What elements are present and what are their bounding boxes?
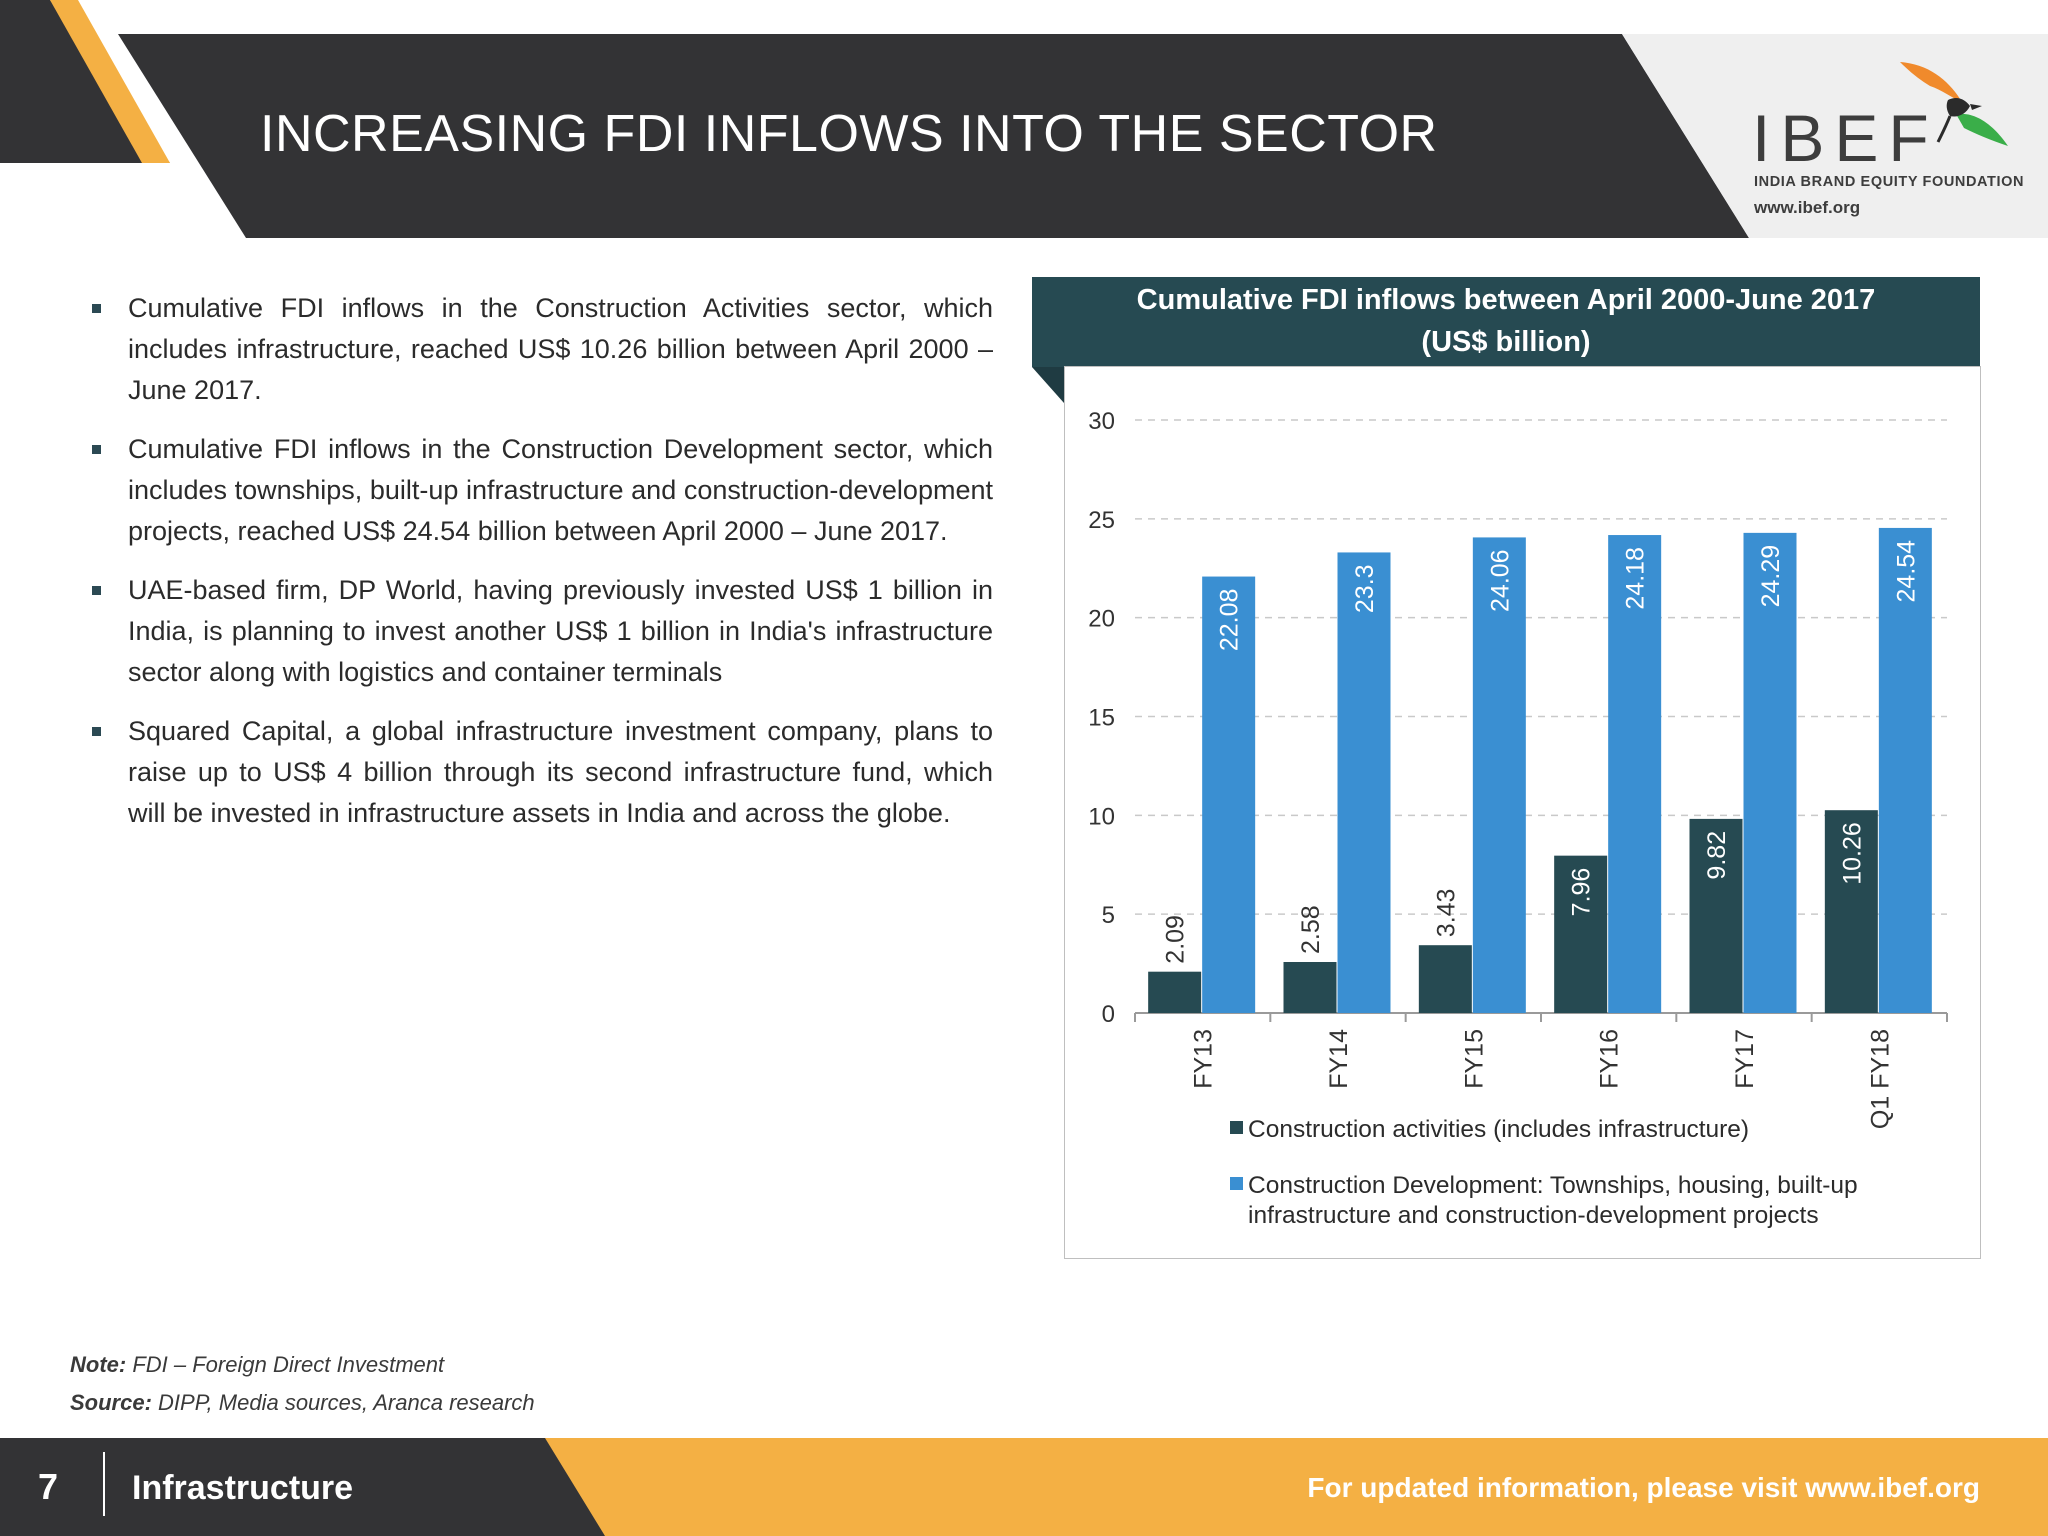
- chart-panel: [1064, 366, 1981, 1259]
- bar-construction-activities: [1419, 945, 1472, 1013]
- y-tick-label: 25: [1088, 506, 1115, 534]
- bullet-text: Squared Capital, a global infrastructure investment company, plans to raise up to US$ 4 billion through its second infrastructure fund, which will be invested in infrastructure assets in India and across the globe.: [128, 716, 993, 828]
- bullet-square-icon: [92, 304, 101, 313]
- legend-label: Construction Development: Townships, housing, built-up infrastructure and construction-development projects: [1248, 1172, 1858, 1229]
- data-label: 24.54: [1892, 539, 1921, 603]
- data-label: 24.06: [1486, 549, 1515, 612]
- source-line: [70, 1390, 535, 1416]
- logo-wordmark: IBEF: [1752, 101, 1939, 175]
- footer-link[interactable]: For updated information, please visit www.ibef.org: [1307, 1472, 1980, 1503]
- bar-construction-activities: [1284, 962, 1337, 1013]
- source-text: DIPP, Media sources, Aranca research: [158, 1390, 535, 1415]
- x-tick-label: Q1 FY18: [1866, 1029, 1895, 1130]
- x-tick-label: FY13: [1189, 1029, 1218, 1089]
- bullet-square-icon: [92, 727, 101, 736]
- chart-title: Cumulative FDI inflows between April 2000-June 2017: [1136, 284, 1876, 316]
- bullet-item: [90, 711, 993, 834]
- data-label: 10.26: [1838, 822, 1867, 885]
- y-tick-label: 10: [1088, 803, 1115, 831]
- page-title: INCREASING FDI INFLOWS INTO THE SECTOR: [260, 105, 1438, 163]
- bullet-item: [90, 570, 993, 693]
- chart-header: [1032, 277, 1980, 367]
- note-label: Note:: [70, 1352, 127, 1377]
- logo-url[interactable]: www.ibef.org: [1754, 198, 1861, 217]
- bullet-text: Cumulative FDI inflows in the Construction Development sector, which includes townships, built-up infrastructure and construction-development projects, reached US$ 24.54 billion between April 2000 – June 2017.: [128, 434, 993, 546]
- x-tick-label: FY16: [1595, 1029, 1624, 1089]
- source-label: Source:: [70, 1390, 152, 1415]
- logo-tagline: INDIA BRAND EQUITY FOUNDATION: [1754, 174, 2025, 190]
- bullet-text: UAE-based firm, DP World, having previously invested US$ 1 billion in India, is planning to invest another US$ 1 billion in India's infrastructure sector along with logistics and container terminals: [128, 575, 993, 687]
- data-label: 9.82: [1703, 830, 1731, 880]
- bullet-square-icon: [92, 445, 101, 454]
- x-tick-label: FY17: [1731, 1029, 1759, 1089]
- data-label: 7.96: [1567, 867, 1596, 917]
- y-tick-label: 0: [1101, 1001, 1115, 1028]
- data-label: 24.18: [1621, 547, 1650, 610]
- chart-header-fold: [1032, 365, 1066, 405]
- y-tick-label: 15: [1088, 704, 1115, 732]
- data-label: 23.3: [1351, 564, 1379, 614]
- bullet-square-icon: [92, 586, 101, 595]
- page-number: 7: [38, 1466, 59, 1507]
- chart-subtitle: (US$ billion): [1421, 326, 1591, 358]
- legend-label: Construction activities (includes infrastructure): [1248, 1116, 1750, 1143]
- data-label: 3.43: [1432, 888, 1461, 938]
- y-tick-label: 5: [1101, 902, 1115, 930]
- footer-section: Infrastructure: [132, 1469, 354, 1507]
- footer-divider: [103, 1452, 105, 1516]
- bird-icon: [1890, 54, 2010, 154]
- x-tick-label: FY15: [1460, 1029, 1489, 1089]
- bar-chart: [1065, 367, 1980, 1258]
- bullet-text: Cumulative FDI inflows in the Construction Activities sector, which includes infrastructure, reached US$ 10.26 billion between April 2000 – June 2017.: [128, 293, 993, 405]
- bar-construction-development: [1338, 552, 1391, 1013]
- bullet-item: [90, 288, 993, 411]
- x-tick-label: FY14: [1325, 1029, 1353, 1089]
- legend-swatch: [1230, 1121, 1243, 1134]
- y-tick-label: 20: [1088, 605, 1115, 633]
- data-label: 2.58: [1297, 905, 1325, 955]
- bullet-item: [90, 429, 993, 552]
- legend-swatch: [1230, 1177, 1243, 1190]
- bar-construction-activities: [1148, 972, 1201, 1013]
- data-label: 24.29: [1757, 544, 1785, 608]
- data-label: 2.09: [1161, 915, 1190, 964]
- note-line: [70, 1352, 444, 1378]
- bullet-list: [90, 288, 993, 852]
- note-text: FDI – Foreign Direct Investment: [132, 1352, 445, 1377]
- data-label: 22.08: [1215, 588, 1244, 652]
- y-tick-label: 30: [1088, 408, 1115, 435]
